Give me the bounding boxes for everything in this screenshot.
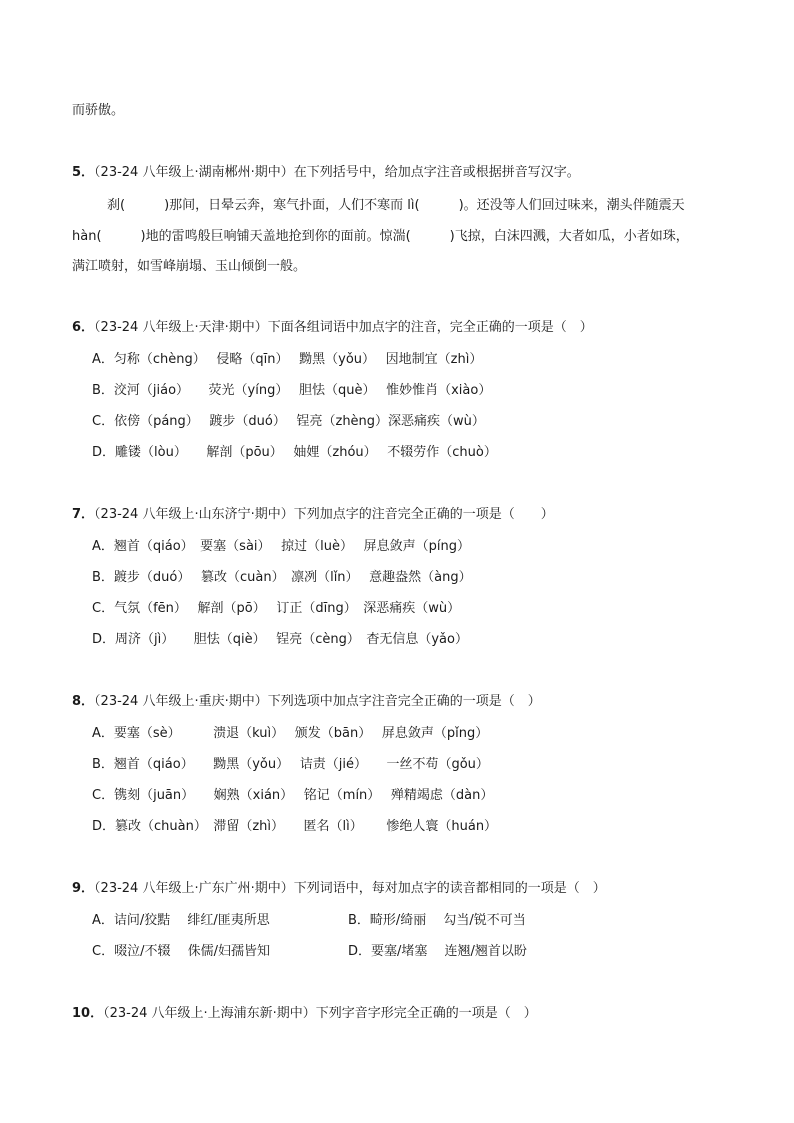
- question-8-stem: [72, 692, 541, 712]
- question-number: 6．: [72, 320, 95, 335]
- question-text: （23-24 八年级上·天津·期中）下面各组词语中加点字的注音，完全正确的一项是（ ）: [94, 320, 593, 335]
- question-text: （23-24 八年级上·山东济宁·期中）下列加点字的注音完全正确的一项是（ ）: [94, 507, 554, 522]
- question-7-stem: [72, 505, 554, 525]
- question-6-option-c: C．依傍（páng） 踱步（duó） 锃亮（zhèng）深恶痛疾（wù）: [92, 414, 485, 429]
- question-6-option-a: A．匀称（chèng） 侵略（qīn） 黝黑（yǒu） 因地制宜（zhì）: [92, 352, 483, 367]
- question-text: （23-24 八年级上·上海浦东新·期中）下列字音字形完全正确的一项是（ ）: [103, 1006, 537, 1021]
- question-8-option-a: A．要塞（sè） 溃退（kuì） 颁发（bān） 屏息敛声（pǐng）: [92, 726, 489, 741]
- question-8-option-b: B．翘首（qiáo） 黝黑（yǒu） 诘责（jié） 一丝不苟（gǒu）: [92, 757, 489, 772]
- question-text: （23-24 八年级上·湖南郴州·期中）在下列括号中，给加点字注音或根据拼音写汉字。: [94, 165, 580, 180]
- question-6-option-d: D．雕镂（lòu） 解剖（pōu） 妯娌（zhóu） 不辍劳作（chuò）: [92, 445, 497, 460]
- question-10-stem: [72, 1004, 537, 1024]
- question-text: （23-24 八年级上·广东广州·期中）下列词语中，每对加点字的读音都相同的一项是（ ）: [94, 881, 606, 896]
- question-number: 5．: [72, 165, 95, 180]
- question-6-option-b: B．洨河（jiáo） 荧光（yíng） 胆怯（què） 惟妙惟肖（xiào）: [92, 383, 492, 398]
- question-7-option-a: A．翘首（qiáo） 要塞（sài） 掠过（luè） 屏息敛声（píng）: [92, 539, 470, 554]
- question-8-option-c: C．镌刻（juān） 娴熟（xián） 铭记（mín） 殚精竭虑（dàn）: [92, 788, 494, 803]
- question-number: 7．: [72, 507, 95, 522]
- question-7-option-b: B．踱步（duó） 篡改（cuàn） 凛冽（lǐn） 意趣盎然（àng）: [92, 570, 472, 585]
- question-6-stem: [72, 318, 593, 338]
- question-number: 9．: [72, 881, 95, 896]
- question-number: 10．: [72, 1006, 104, 1021]
- question-5-passage-line: 刹( )那间，日晕云奔，寒气扑面，人们不寒而 lì( )。还没等人们回过味来，潮头伴随震天: [107, 198, 685, 213]
- question-5-passage-line: 满江喷射，如雪峰崩塌、玉山倾倒一般。: [72, 259, 307, 274]
- question-number: 8．: [72, 694, 95, 709]
- question-5-passage-line: hàn( )地的雷鸣般巨响铺天盖地抢到你的面前。惊湍( )飞掠，白沫四溅，大者如瓜，小者如珠，: [72, 229, 689, 244]
- previous-tail-text: 而骄傲。: [72, 103, 125, 118]
- question-text: （23-24 八年级上·重庆·期中）下列选项中加点字注音完全正确的一项是（ ）: [94, 694, 541, 709]
- question-9-stem: [72, 879, 606, 899]
- question-9-option-b: B．畸形/绮丽 勾当/锐不可当: [348, 913, 526, 928]
- question-9-option-a: A．诘问/狡黠 绯红/匪夷所思: [92, 913, 270, 928]
- question-9-option-d: D．要塞/堵塞 连翘/翘首以盼: [348, 944, 527, 959]
- question-8-option-d: D．篡改（chuàn） 滞留（zhì） 匿名（lì） 惨绝人寰（huán）: [92, 819, 498, 834]
- question-5-stem: [72, 163, 580, 183]
- question-9-option-c: C．啜泣/不辍 侏儒/妇孺皆知: [92, 944, 270, 959]
- question-7-option-c: C．气氛（fēn） 解剖（pō） 订正（dīng） 深恶痛疾（wù）: [92, 601, 461, 616]
- question-7-option-d: D．周济（jì） 胆怯（qiè） 锃亮（cèng） 杳无信息（yǎo）: [92, 632, 468, 647]
